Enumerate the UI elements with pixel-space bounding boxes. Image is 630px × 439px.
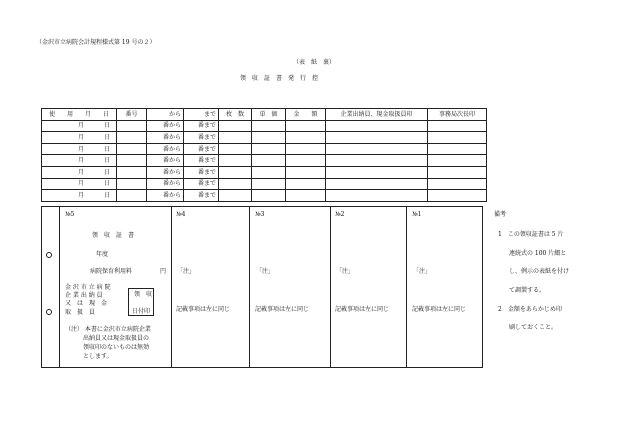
log-cell: [252, 143, 286, 155]
log-cell: 番まで: [184, 190, 219, 202]
seal-date-label: 日付印: [132, 308, 151, 315]
log-cell: 番から: [147, 166, 184, 178]
log-row: [42, 143, 487, 155]
issuer-line: 取 扱 員: [65, 309, 96, 316]
log-row: [42, 120, 487, 132]
log-cell: [428, 143, 487, 155]
log-cell: [219, 178, 252, 190]
stub-text: 記載事項は左に同じ: [176, 306, 231, 313]
receipt-note-line: とします。: [83, 353, 113, 360]
log-cell: [42, 155, 117, 167]
col-number: 番号: [117, 109, 147, 121]
log-cell: [252, 190, 286, 202]
day-label: 日: [104, 180, 111, 188]
issuance-log-table: [41, 108, 487, 202]
log-cell: [326, 190, 428, 202]
log-cell: 番まで: [184, 120, 219, 132]
fiscal-year-label: 年度: [96, 251, 109, 258]
month-label: 月: [78, 191, 85, 199]
day-label: 日: [104, 122, 111, 130]
log-row: [42, 132, 487, 144]
log-cell: [117, 132, 147, 144]
log-cell: [117, 190, 147, 202]
log-header-row: [42, 109, 487, 121]
log-cell: 番から: [147, 143, 184, 155]
log-cell: [286, 132, 326, 144]
log-cell: [286, 190, 326, 202]
log-cell: [286, 155, 326, 167]
log-cell: [219, 132, 252, 144]
log-row: [42, 155, 487, 167]
log-cell: [252, 178, 286, 190]
log-cell: [219, 190, 252, 202]
receipt-number: №5: [65, 211, 75, 218]
month-label: 月: [78, 133, 85, 141]
log-cell: 番まで: [184, 166, 219, 178]
log-cell: [42, 120, 117, 132]
col-date: 使 用 月 日: [42, 109, 117, 121]
binding-hole-icon: [46, 309, 52, 315]
log-cell: [326, 178, 428, 190]
remarks-line: て調製する。: [509, 287, 546, 294]
log-cell: [117, 178, 147, 190]
log-cell: [286, 120, 326, 132]
issuer-line: 又 は 現 金: [65, 300, 108, 307]
remarks-line: 連続式の 100 片綴と: [509, 250, 567, 257]
log-cell: [428, 166, 487, 178]
remarks-line: し、例示の表紙を付け: [509, 268, 570, 275]
log-cell: [42, 166, 117, 178]
stub-note: 「注」: [336, 268, 355, 275]
log-cell: [428, 178, 487, 190]
log-cell: [286, 143, 326, 155]
receipt-title: 領 収 証 書: [92, 232, 135, 239]
col-to: まで: [184, 109, 219, 121]
month-label: 月: [78, 168, 85, 176]
log-cell: 番から: [147, 190, 184, 202]
log-cell: 番から: [147, 120, 184, 132]
log-cell: [117, 155, 147, 167]
log-row: [42, 166, 487, 178]
col-amount: 金 額: [286, 109, 326, 121]
log-cell: [219, 143, 252, 155]
log-cell: [42, 190, 117, 202]
month-label: 月: [78, 122, 85, 130]
log-cell: [326, 143, 428, 155]
issuer-line: 企 業 出 納 員: [65, 292, 103, 299]
stub-text: 記載事項は左に同じ: [255, 306, 310, 313]
yen-label: 円: [160, 268, 167, 275]
col-treasurer-seal: 企業出納員、現金取扱員印: [326, 109, 428, 121]
col-deputy-seal: 事務局次長印: [428, 109, 487, 121]
regulation-reference: （金沢市立病院会計規程様式第 19 号の２）: [36, 39, 156, 46]
remarks-line: 1 この領収証書は 5 片: [498, 231, 564, 238]
stub-note: 「注」: [177, 268, 196, 275]
col-count: 枚 数: [219, 109, 252, 121]
day-label: 日: [104, 168, 111, 176]
day-label: 日: [104, 157, 111, 165]
log-cell: 番から: [147, 132, 184, 144]
issuer-line: 金 沢 市 立 病 院: [65, 284, 111, 291]
log-cell: [252, 155, 286, 167]
remarks-line: 2 金額をあらかじめ印: [498, 306, 562, 313]
log-cell: [326, 166, 428, 178]
log-cell: [428, 190, 487, 202]
col-unit-price: 単 価: [252, 109, 286, 121]
log-cell: [428, 120, 487, 132]
receipt-note-line: （注） 本書に金沢市立病院企業: [65, 326, 151, 333]
day-label: 日: [104, 145, 111, 153]
log-cell: 番まで: [184, 155, 219, 167]
log-cell: [219, 120, 252, 132]
log-cell: [219, 166, 252, 178]
log-cell: [326, 120, 428, 132]
stub-text: 記載事項は左に同じ: [335, 306, 390, 313]
log-cell: 番まで: [184, 143, 219, 155]
log-cell: [252, 166, 286, 178]
day-label: 日: [104, 191, 111, 199]
log-cell: [252, 120, 286, 132]
stub-note: 「注」: [256, 268, 275, 275]
stub-note: 「注」: [413, 268, 432, 275]
log-cell: [42, 178, 117, 190]
log-row: [42, 190, 487, 202]
log-cell: [326, 132, 428, 144]
log-cell: [117, 120, 147, 132]
log-cell: [42, 143, 117, 155]
log-cell: 番から: [147, 178, 184, 190]
day-label: 日: [104, 133, 111, 141]
month-label: 月: [78, 145, 85, 153]
stub-number: №4: [176, 211, 186, 218]
log-cell: [428, 155, 487, 167]
month-label: 月: [78, 180, 85, 188]
log-cell: [326, 155, 428, 167]
stub-number: №1: [412, 211, 422, 218]
col-from: から: [147, 109, 184, 121]
stub-number: №2: [335, 211, 345, 218]
log-cell: 番から: [147, 155, 184, 167]
log-cell: [219, 155, 252, 167]
receipt-note-line: 出納員又は現金取扱員の: [83, 335, 150, 342]
log-cell: [42, 132, 117, 144]
binding-hole-icon: [46, 252, 52, 258]
remarks-title: 備考: [494, 211, 507, 218]
log-cell: [286, 178, 326, 190]
log-cell: [117, 143, 147, 155]
cover-label: （表 紙 裏）: [293, 59, 336, 66]
seal-label: 領 収: [134, 291, 153, 298]
month-label: 月: [78, 157, 85, 165]
log-cell: [117, 166, 147, 178]
log-cell: 番まで: [184, 132, 219, 144]
page-title: 領 収 証 書 発 行 控: [240, 75, 319, 82]
log-cell: [252, 132, 286, 144]
log-cell: [286, 166, 326, 178]
log-cell: [428, 132, 487, 144]
receipt-note-line: 領収印のないものは無効: [83, 344, 150, 351]
remarks-line: 刷しておくこと。: [509, 324, 558, 331]
stub-text: 記載事項は左に同じ: [412, 306, 467, 313]
log-row: [42, 178, 487, 190]
stub-number: №3: [255, 211, 265, 218]
log-cell: 番まで: [184, 178, 219, 190]
fee-label: 病院保育利用料: [90, 268, 133, 275]
